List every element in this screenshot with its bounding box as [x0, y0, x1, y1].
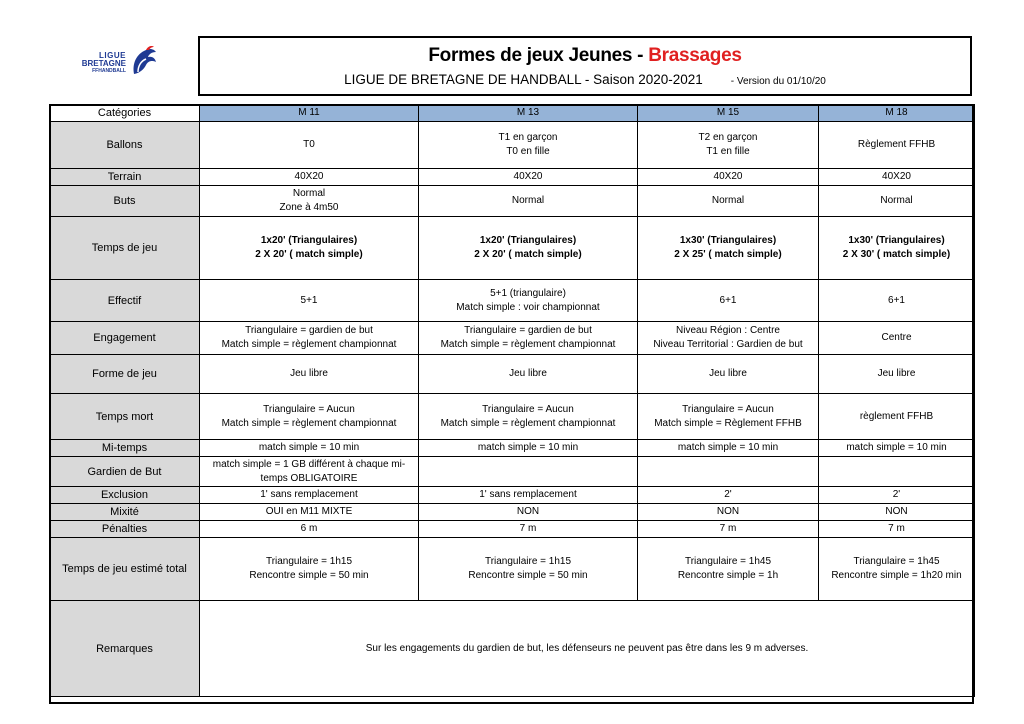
league-logo	[68, 44, 160, 80]
cell-line: 40X20	[882, 171, 911, 182]
table-cell	[419, 217, 638, 280]
table-cell	[638, 504, 819, 521]
table-cell	[638, 457, 819, 487]
table-cell	[419, 355, 638, 394]
rooster-emblem-icon	[128, 44, 160, 78]
table-cell	[638, 521, 819, 538]
row-label: Forme de jeu	[50, 355, 200, 394]
logo-line-1: LIGUE	[99, 51, 126, 60]
table-cell	[638, 322, 819, 355]
table-cell	[819, 280, 975, 322]
cell-line: OUI en M11 MIXTE	[265, 506, 353, 517]
row-label: Effectif	[50, 280, 200, 322]
table-row	[50, 521, 975, 538]
cell-line: match simple = 1 GB différent à chaque mi-	[212, 458, 406, 470]
page-title	[200, 45, 970, 67]
table-row	[50, 538, 975, 601]
cell-line: 1x30' (Triangulaires)	[679, 235, 777, 246]
categories-header: Catégories	[50, 105, 200, 122]
row-label: Pénalties	[50, 521, 200, 538]
table-cell	[819, 504, 975, 521]
cell-line: 5+1	[300, 294, 318, 306]
logo-text	[68, 52, 126, 74]
table-cell	[200, 457, 419, 487]
table-cell	[819, 440, 975, 457]
table-row	[50, 394, 975, 440]
table-cell	[819, 169, 975, 186]
cell-line: Triangulaire = Aucun	[682, 403, 774, 415]
table-cell	[419, 280, 638, 322]
table-header-row	[50, 105, 975, 122]
cell-line: Triangulaire = gardien de but	[464, 325, 592, 336]
cell-line: Normal	[292, 188, 326, 199]
version-text: - Version du 01/10/20	[730, 76, 826, 87]
table-row	[50, 487, 975, 504]
table-cell	[638, 186, 819, 217]
table-row	[50, 322, 975, 355]
cell-line: T1 en fille	[706, 146, 750, 157]
cell-line: Niveau Territorial : Gardien de but	[653, 339, 803, 350]
table-cell	[419, 186, 638, 217]
table-cell	[200, 440, 419, 457]
cell-line: Triangulaire = 1h45	[853, 556, 940, 567]
cell-line: 2'	[892, 489, 901, 500]
table-row	[50, 280, 975, 322]
table-cell	[419, 169, 638, 186]
table-cell	[200, 186, 419, 217]
cell-line: Jeu libre	[709, 368, 747, 379]
table-cell	[200, 217, 419, 280]
row-label: Engagement	[50, 322, 200, 355]
table-cell	[638, 217, 819, 280]
cell-line: match simple = 10 min	[477, 442, 579, 453]
row-label: Terrain	[50, 169, 200, 186]
table-cell	[819, 217, 975, 280]
row-label: Temps de jeu	[50, 217, 200, 280]
row-label: Gardien de But	[50, 457, 200, 487]
remarks-text: Sur les engagements du gardien de but, les défenseurs ne peuvent pas être dans les 9 m adverses.	[200, 601, 975, 697]
table-row	[50, 122, 975, 169]
cell-line: Normal	[511, 195, 545, 206]
row-label: Temps mort	[50, 394, 200, 440]
table-row	[50, 355, 975, 394]
cell-line: T0	[303, 139, 315, 150]
cell-line: NON	[716, 506, 740, 517]
row-label: Mi-temps	[50, 440, 200, 457]
table-row	[50, 457, 975, 487]
cell-line: Match simple = règlement championnat	[440, 339, 616, 350]
table-cell	[419, 521, 638, 538]
table-cell	[638, 394, 819, 440]
cell-line: 1x20' (Triangulaires)	[260, 235, 358, 246]
column-header: M 11	[200, 105, 419, 122]
row-label: Ballons	[50, 122, 200, 169]
table-cell	[638, 355, 819, 394]
logo-line-2: BRETAGNE	[81, 59, 126, 68]
cell-line: Match simple = règlement championnat	[221, 417, 397, 429]
cell-line: Centre	[881, 332, 912, 343]
cell-line: Normal	[880, 195, 913, 206]
cell-line: Zone à 4m50	[279, 202, 339, 213]
cell-line: Triangulaire = gardien de but	[245, 325, 373, 336]
table-cell	[200, 538, 419, 601]
cell-line: 2 X 20' ( match simple)	[255, 249, 363, 260]
table-cell	[419, 322, 638, 355]
table-cell	[419, 394, 638, 440]
table-cell	[200, 355, 419, 394]
cell-line: 40X20	[513, 171, 543, 182]
cell-line: match simple = 10 min	[677, 442, 779, 453]
cell-line: 6 m	[300, 523, 318, 534]
row-label: Exclusion	[50, 487, 200, 504]
cell-line: 1' sans remplacement	[260, 489, 358, 500]
table-cell	[819, 355, 975, 394]
table-cell	[419, 504, 638, 521]
column-header: M 18	[819, 105, 975, 122]
cell-line: temps OBLIGATOIRE	[260, 472, 358, 484]
cell-line: match simple = 10 min	[258, 442, 360, 453]
remarks-label: Remarques	[50, 601, 200, 697]
cell-line: T1 en garçon	[498, 132, 558, 143]
table-cell	[819, 521, 975, 538]
cell-line: 7 m	[888, 523, 905, 534]
table-cell	[819, 457, 975, 487]
cell-line: Triangulaire = 1h15	[484, 556, 572, 567]
cell-line: Jeu libre	[509, 368, 547, 379]
table-cell	[200, 487, 419, 504]
table-cell	[819, 487, 975, 504]
table-row	[50, 217, 975, 280]
title-box	[198, 36, 972, 96]
table-cell	[200, 521, 419, 538]
cell-line: NON	[885, 506, 908, 517]
cell-line: 1x20' (Triangulaires)	[479, 235, 577, 246]
row-label: Buts	[50, 186, 200, 217]
table-row	[50, 504, 975, 521]
remarks-row	[50, 601, 975, 697]
cell-line: Triangulaire = Aucun	[263, 403, 355, 415]
cell-line: T0 en fille	[506, 146, 550, 157]
table-cell	[419, 440, 638, 457]
table-cell	[419, 457, 638, 487]
table-cell	[638, 122, 819, 169]
cell-line: 40X20	[294, 171, 324, 182]
table-cell	[638, 280, 819, 322]
table-cell	[638, 169, 819, 186]
cell-line: Rencontre simple = 1h	[677, 570, 779, 581]
cell-line: 5+1 (triangulaire)	[490, 287, 566, 299]
row-label: Mixité	[50, 504, 200, 521]
column-header: M 13	[419, 105, 638, 122]
cell-line: T2 en garçon	[698, 132, 758, 143]
cell-line: 2'	[724, 489, 732, 500]
subtitle-text: LIGUE DE BRETAGNE DE HANDBALL - Saison 2020-2021	[344, 72, 703, 87]
column-header: M 15	[638, 105, 819, 122]
cell-line: 2 X 25' ( match simple)	[674, 249, 782, 260]
table-cell	[638, 538, 819, 601]
table-cell	[819, 394, 975, 440]
table-cell	[419, 487, 638, 504]
page-subtitle	[200, 72, 970, 87]
cell-line: 7 m	[519, 523, 537, 534]
cell-line: Match simple : voir championnat	[456, 301, 600, 313]
cell-line: 1x30' (Triangulaires)	[848, 235, 945, 246]
row-label: Temps de jeu estimé total	[50, 538, 200, 601]
table-cell	[819, 322, 975, 355]
cell-line: 6+1	[888, 294, 905, 306]
cell-line: NON	[516, 506, 540, 517]
cell-line: 2 X 30' ( match simple)	[842, 249, 951, 260]
cell-line: Triangulaire = 1h45	[684, 556, 772, 567]
cell-line: match simple = 10 min	[846, 442, 947, 453]
table-cell	[819, 122, 975, 169]
cell-line: règlement FFHB	[859, 410, 934, 422]
cell-line: Triangulaire = 1h15	[265, 556, 353, 567]
cell-line: Match simple = règlement championnat	[221, 339, 397, 350]
table-cell	[419, 538, 638, 601]
title-main: Formes de jeux Jeunes -	[428, 45, 649, 66]
table-row	[50, 186, 975, 217]
cell-line: Match simple = règlement championnat	[440, 417, 616, 429]
cell-line: 7 m	[719, 523, 737, 534]
cell-line: 6+1	[719, 294, 737, 306]
cell-line: Normal	[711, 195, 745, 206]
cell-line: Match simple = Règlement FFHB	[654, 417, 802, 429]
cell-line: Rencontre simple = 1h20 min	[831, 570, 962, 581]
cell-line: Rencontre simple = 50 min	[468, 570, 588, 581]
table-row	[50, 169, 975, 186]
rules-table	[49, 104, 975, 697]
table-cell	[200, 280, 419, 322]
table-cell	[200, 394, 419, 440]
logo-line-3: FFHANDBALL	[92, 68, 126, 74]
table-cell	[200, 122, 419, 169]
table-cell	[638, 440, 819, 457]
cell-line: Règlement FFHB	[857, 139, 936, 150]
cell-line: 2 X 20' ( match simple)	[474, 249, 582, 260]
title-accent: Brassages	[648, 45, 742, 66]
cell-line: Niveau Région : Centre	[676, 325, 780, 336]
cell-line: 1' sans remplacement	[479, 489, 577, 500]
table-cell	[200, 169, 419, 186]
table-cell	[200, 322, 419, 355]
table-row	[50, 440, 975, 457]
table-cell	[819, 538, 975, 601]
cell-line: 40X20	[713, 171, 743, 182]
table-cell	[200, 504, 419, 521]
table-cell	[419, 122, 638, 169]
cell-line: Triangulaire = Aucun	[482, 403, 574, 415]
table-cell	[819, 186, 975, 217]
cell-line: Jeu libre	[877, 368, 916, 379]
cell-line: Rencontre simple = 50 min	[249, 570, 369, 581]
table-cell	[638, 487, 819, 504]
cell-line: Jeu libre	[290, 368, 328, 379]
